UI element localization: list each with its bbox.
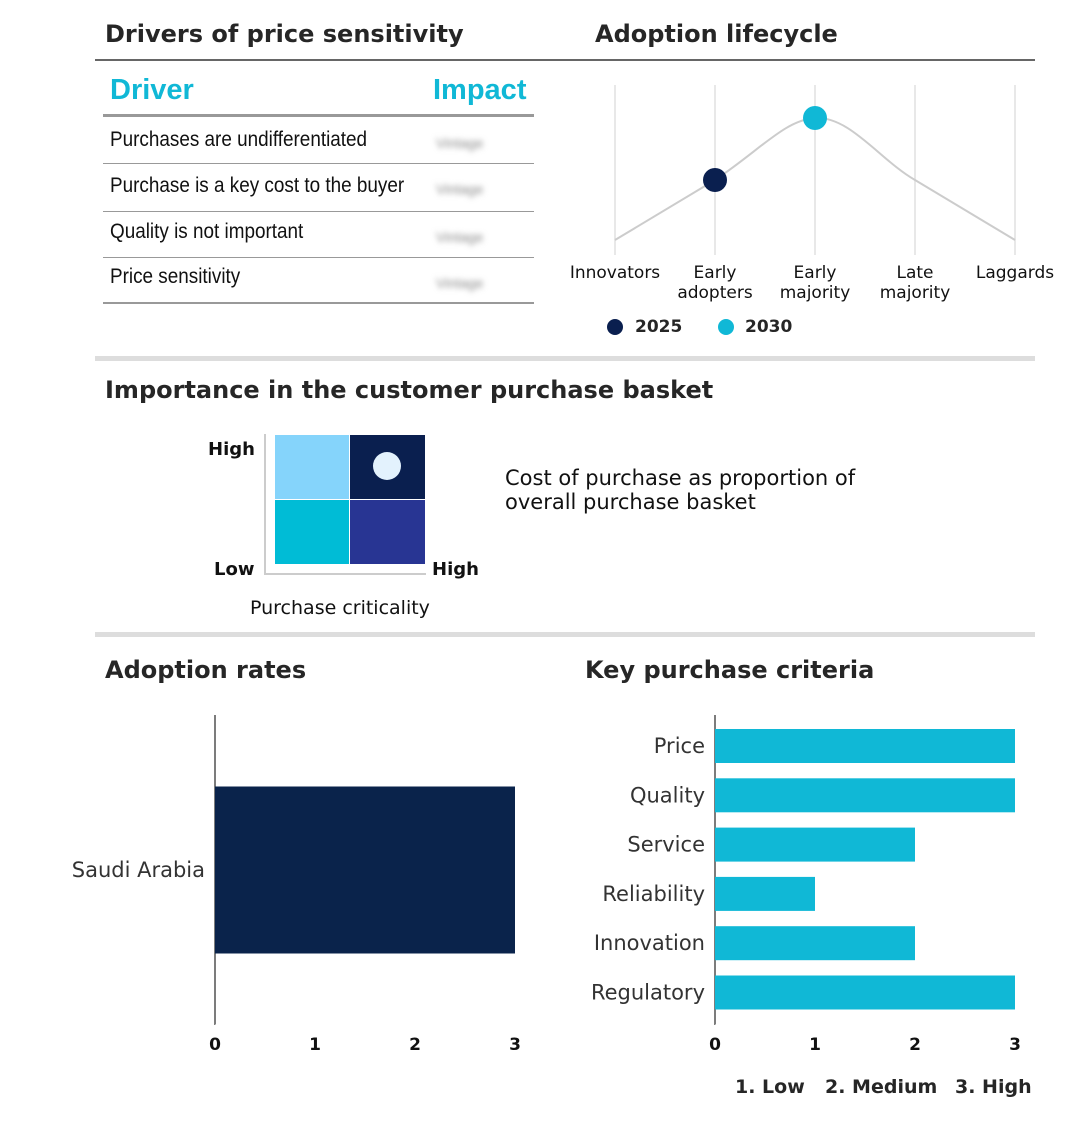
lifecycle-marker-2030: [803, 106, 827, 130]
rating-legend-item: 2. Medium: [825, 1076, 938, 1098]
lifecycle-stage-line: adopters: [677, 283, 753, 303]
section-divider: [95, 356, 1035, 361]
x-tick-label: 0: [209, 1035, 221, 1055]
key-criteria-title: Key purchase criteria: [585, 656, 875, 684]
x-tick-label: 2: [409, 1035, 421, 1055]
adoption-rates-title: Adoption rates: [105, 656, 307, 684]
category-label: Price: [653, 734, 705, 758]
category-label: Saudi Arabia: [71, 858, 205, 882]
driver-label: Quality is not important: [110, 220, 304, 243]
lifecycle-stage-line: Early: [693, 263, 737, 283]
legend-2030-label: 2030: [745, 317, 793, 337]
driver-label: Price sensitivity: [110, 265, 241, 288]
y-axis-low-label: Low: [214, 559, 255, 580]
basket-title: Importance in the customer purchase basket: [105, 376, 714, 404]
x-tick-label: 3: [509, 1035, 521, 1055]
section-divider: [95, 632, 1035, 637]
category-label: Reliability: [602, 881, 705, 906]
bar-innovation: [715, 926, 915, 960]
legend-2025-dot: [607, 319, 623, 335]
drivers-title: Drivers of price sensitivity: [105, 20, 464, 48]
lifecycle-stage-line: Innovators: [569, 263, 661, 283]
bar-charts: [0, 700, 1090, 1124]
bar-regulatory: [715, 976, 1015, 1010]
impact-value: Vintage: [436, 229, 484, 245]
bar-quality: [715, 778, 1015, 812]
driver-label: Purchases are undifferentiated: [110, 128, 368, 151]
lifecycle-stage-line: majority: [779, 283, 851, 303]
lifecycle-stage-line: Early: [793, 263, 837, 283]
category-label: Regulatory: [590, 980, 705, 1005]
x-axis-high-label: High: [432, 559, 479, 580]
lifecycle-stage-line: Late: [896, 263, 934, 283]
driver-column-header: Driver: [110, 74, 194, 106]
lifecycle-stage-label: [955, 263, 1075, 283]
category-label: Service: [627, 832, 705, 857]
x-axis-label: Purchase criticality: [250, 597, 430, 619]
lifecycle-stage-line: Laggards: [975, 263, 1055, 283]
impact-value: Vintage: [436, 135, 484, 151]
bar-price: [715, 729, 1015, 763]
rating-legend-item: 3. High: [955, 1076, 1032, 1098]
impact-value: Vintage: [436, 181, 484, 197]
bar-reliability: [715, 877, 815, 911]
matrix-y-axis: [264, 434, 266, 574]
lifecycle-curve-chart: [0, 0, 1090, 360]
impact-column-header: Impact: [433, 74, 527, 106]
quadrant-high-low: [350, 500, 425, 564]
lifecycle-title: Adoption lifecycle: [595, 20, 838, 48]
x-tick-label: 2: [909, 1035, 921, 1055]
driver-label: Purchase is a key cost to the buyer: [110, 174, 405, 197]
x-tick-label: 0: [709, 1035, 721, 1055]
x-tick-label: 1: [309, 1035, 321, 1055]
legend-2025-label: 2025: [635, 317, 683, 337]
category-label: Innovation: [593, 931, 705, 956]
legend-2030-dot: [718, 319, 734, 335]
bar-service: [715, 828, 915, 862]
x-tick-label: 3: [1009, 1035, 1021, 1055]
basket-position-marker: [373, 452, 401, 480]
impact-value: Vintage: [436, 275, 484, 291]
lifecycle-stage-line: majority: [879, 283, 951, 303]
quadrant-low-high: [275, 435, 349, 499]
rating-legend-item: 1. Low: [735, 1076, 805, 1098]
y-axis-high-label: High: [208, 439, 255, 460]
lifecycle-marker-2025: [703, 168, 727, 192]
matrix-x-axis: [264, 573, 426, 575]
basket-description: Cost of purchase as proportion of overall purchase basket: [505, 466, 856, 514]
bar-saudi-arabia: [215, 787, 515, 954]
quadrant-low-low: [275, 500, 349, 564]
x-tick-label: 1: [809, 1035, 821, 1055]
category-label: Quality: [629, 783, 705, 808]
